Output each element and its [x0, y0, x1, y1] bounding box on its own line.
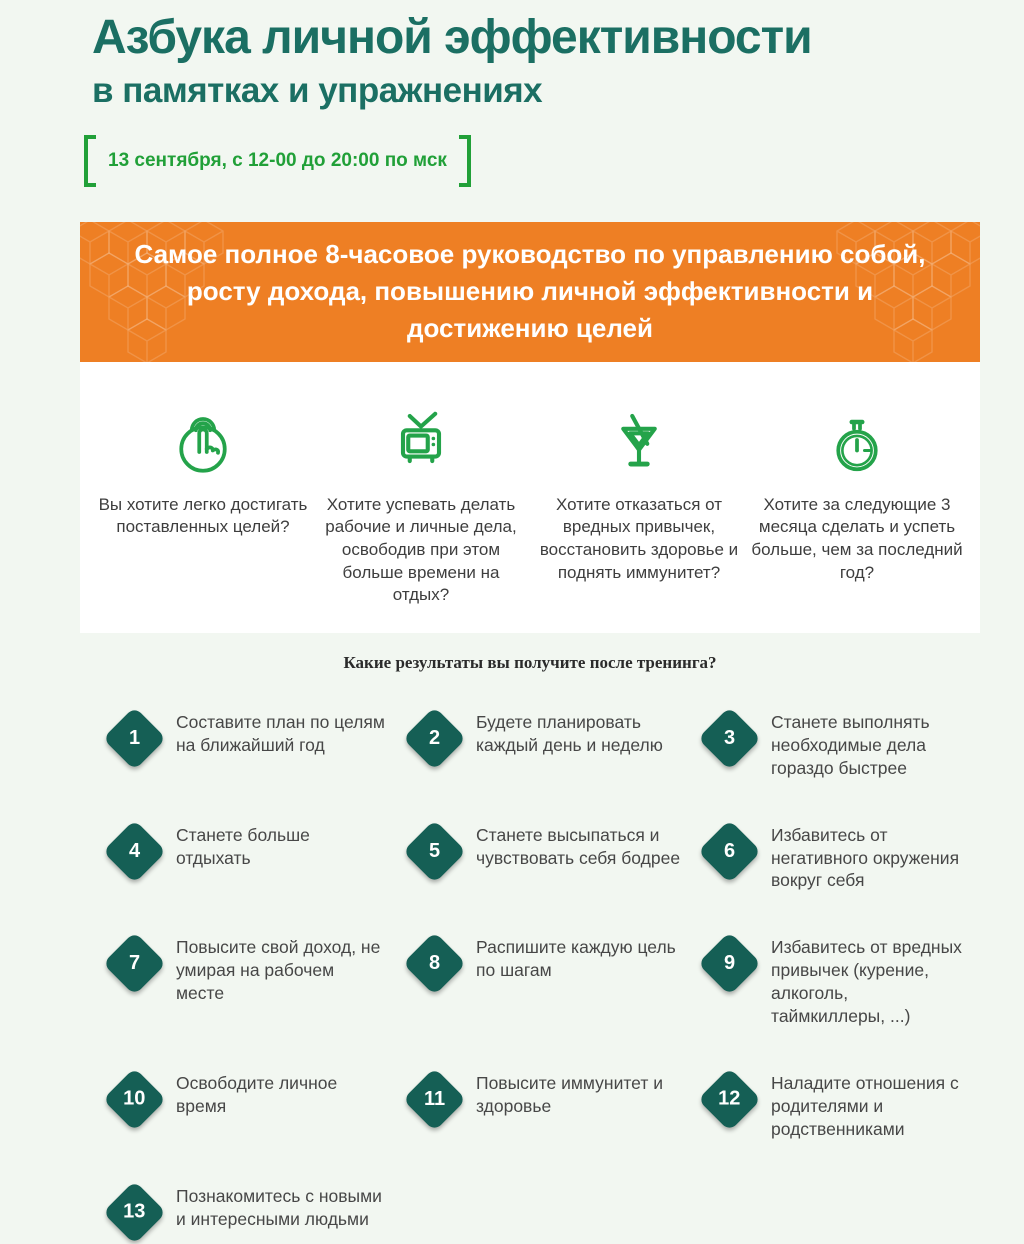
result-item [105, 711, 405, 780]
result-text: Распишите каждую цель по шагам [476, 937, 676, 981]
result-text: Повысите свой доход, не умирая на рабочем месте [176, 937, 381, 1004]
no-alcohol-icon [603, 402, 675, 482]
date-text: 13 сентября, с 12-00 до 20:00 по мск [108, 149, 447, 171]
result-number: 13 [123, 1200, 146, 1223]
result-item [700, 824, 985, 893]
result-text: Станете высыпаться и чувствовать себя бодрее [476, 824, 681, 868]
result-item [105, 936, 405, 1028]
promo-banner [80, 222, 980, 362]
result-item [405, 824, 700, 893]
benefit-goals [94, 402, 312, 607]
result-text: Избавитесь от вредных привычек (курение, алкоголь, таймкиллеры, ...) [771, 937, 962, 1027]
right-bracket-icon [459, 135, 471, 187]
tap-icon [167, 402, 239, 482]
result-item [700, 936, 985, 1028]
left-bracket-icon [84, 135, 96, 187]
result-number-diamond [103, 819, 167, 883]
result-item [405, 936, 700, 1028]
result-number: 9 [723, 952, 736, 975]
benefit-time [312, 402, 530, 607]
result-number-diamond [403, 1068, 467, 1132]
result-text: Станете выполнять необходимые дела гораздо быстрее [771, 711, 930, 778]
result-text: Станете больше отдыхать [176, 824, 310, 868]
result-text: Составите план по целям на ближайший год [176, 711, 385, 755]
result-number: 8 [428, 952, 441, 975]
result-item [700, 711, 985, 780]
result-number-diamond [698, 1068, 762, 1132]
result-number: 6 [723, 839, 736, 862]
result-text: Наладите отношения с родителями и родственниками [771, 1073, 959, 1139]
result-item [700, 1072, 985, 1141]
result-number-diamond [403, 819, 467, 883]
result-item [105, 1072, 405, 1141]
result-text: Познакомитесь с новыми и интересными людьми [176, 1185, 382, 1229]
result-number-diamond [103, 1068, 167, 1132]
results-section [0, 633, 1024, 1244]
benefit-productivity [748, 402, 966, 607]
result-number: 3 [723, 726, 736, 749]
result-number: 5 [428, 839, 441, 862]
result-number-diamond [698, 932, 762, 996]
results-heading: Какие результаты вы получите после тренинга? [343, 652, 717, 672]
banner-text: Самое полное 8-часовое руководство по управлению собой, росту дохода, повышению личной эффективности и достижению целей [134, 239, 926, 344]
result-number: 1 [128, 726, 141, 749]
result-number: 2 [428, 726, 441, 749]
page-title: Азбука личной эффективности [92, 11, 812, 64]
benefit-health [530, 402, 748, 607]
tv-checkmark-icon [385, 402, 457, 482]
result-number-diamond [403, 932, 467, 996]
result-item [405, 1072, 700, 1141]
result-number-diamond [403, 707, 467, 771]
result-item [105, 824, 405, 893]
benefit-text: Вы хотите легко достигать поставленных целей? [98, 494, 308, 537]
result-number-diamond [103, 932, 167, 996]
result-number: 4 [128, 839, 141, 862]
benefit-text: Хотите отказаться от вредных привычек, восстановить здоровье и поднять иммунитет? [539, 494, 739, 582]
result-number-diamond [103, 1181, 167, 1244]
result-number: 11 [423, 1088, 446, 1111]
result-item [405, 711, 700, 780]
benefit-text: Хотите за следующие 3 месяца сделать и успеть больше, чем за последний год? [751, 494, 963, 582]
result-number-diamond [103, 707, 167, 771]
result-number-diamond [698, 819, 762, 883]
benefits-section [80, 362, 980, 633]
result-text: Повысите иммунитет и здоровье [476, 1073, 663, 1116]
result-number: 12 [718, 1088, 741, 1111]
result-item [105, 1185, 405, 1244]
result-number: 7 [128, 952, 141, 975]
page-subtitle: в памятках и упражнениях [92, 70, 543, 110]
result-number: 10 [123, 1088, 146, 1111]
benefit-text: Хотите успевать делать рабочие и личные дела, освободив при этом больше времени на отдых? [325, 494, 517, 605]
result-text: Будете планировать каждый день и неделю [476, 711, 663, 755]
results-grid [80, 711, 980, 1244]
header [80, 0, 980, 192]
date-badge [84, 135, 471, 187]
result-text: Освободите личное время [176, 1073, 338, 1116]
stopwatch-icon [821, 402, 893, 482]
result-number-diamond [698, 707, 762, 771]
result-text: Избавитесь от негативного окружения вокруг себя [771, 824, 960, 891]
